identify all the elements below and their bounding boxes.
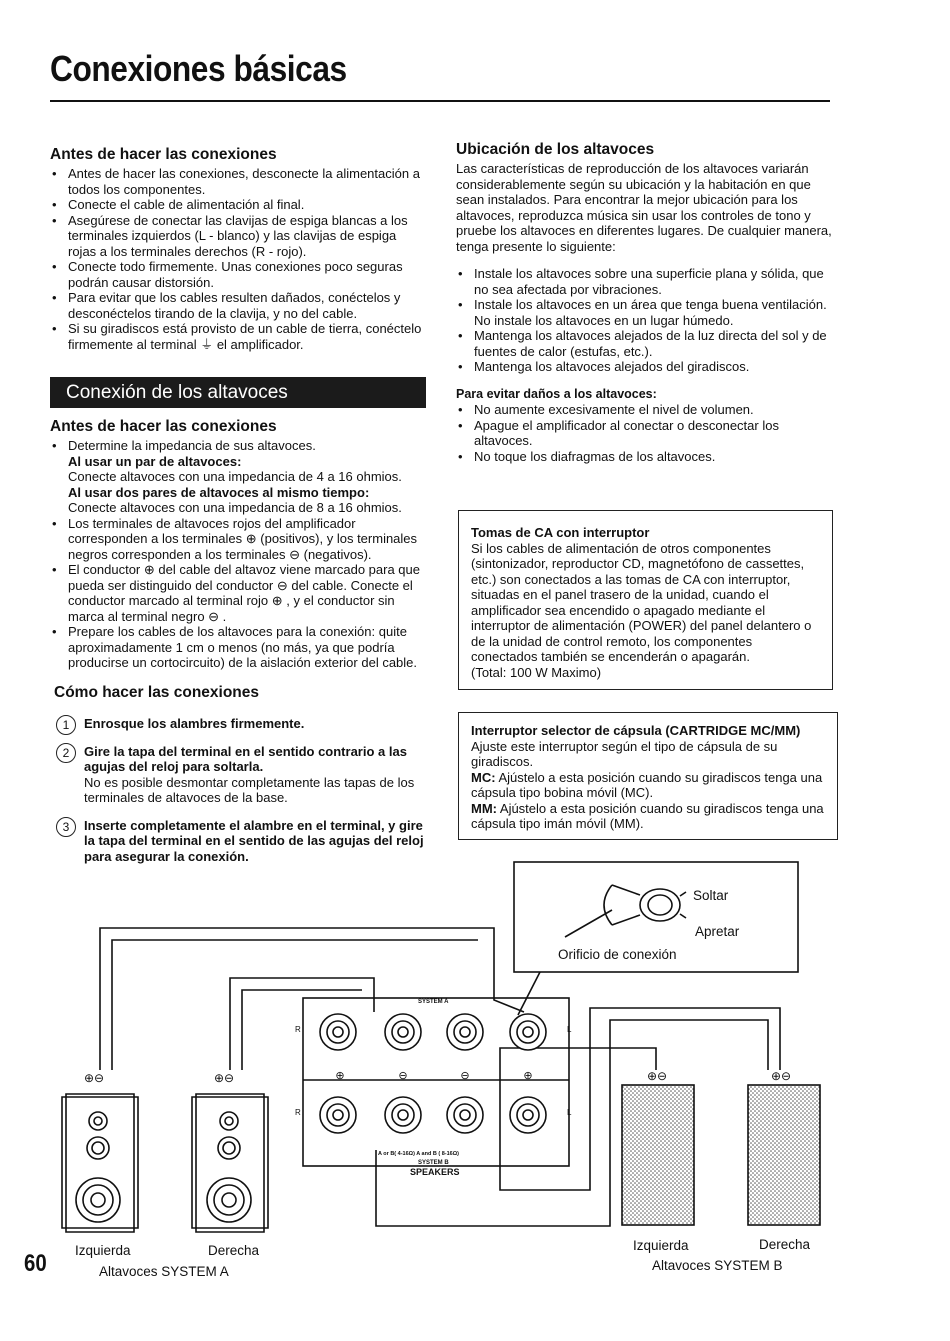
box-total: (Total: 100 W Maximo) [471, 664, 602, 680]
terminals [320, 1014, 546, 1133]
list-item: • Asegúrese de conectar las clavijas de espiga blancas a los terminales izquierdos (L - blanco) y las clavijas de espiga rojas a los terminales derechos (R - rojo). [50, 213, 428, 260]
hole-label: Orificio de conexión [558, 947, 677, 962]
speaker-polarity-marks [84, 1069, 791, 1085]
section-banner: Conexión de los altavoces [50, 377, 426, 408]
section-heading: Ubicación de los altavoces [456, 141, 655, 158]
list-item: • Mantenga los altavoces alejados del giradiscos. [456, 359, 834, 375]
svg-text:⊕⊖: ⊕⊖ [83, 1071, 105, 1085]
step-text: No es posible desmontar completamente las tapas de los terminales de altavoces de la base. [84, 774, 415, 805]
mm-text: Ajústelo a esta posición cuando su giradiscos tenga una cápsula tipo imán móvil (MM). [471, 800, 824, 831]
box-text: Si los cables de alimentación de otros componentes (sintonizador, reproductor CD, magnetófono de cassettes, etc.) son conectados a las tomas de CA con interruptor, situadas en el panel trasero de la unidad, cuando el amplificador sea encendido o apagado mediante el interruptor de alimentación (POWER) del panel delantero o de la unidad de control remoto, los componentes conectados también se encenderán o apagarán. [471, 540, 812, 664]
speaker-a-right-label: Derecha [208, 1243, 260, 1258]
terminal-knob-illustration [604, 885, 686, 925]
panel-l-top: L [567, 1025, 572, 1034]
speaker-a-right [192, 1094, 268, 1232]
damage-heading: Para evitar daños a los altavoces: [456, 386, 657, 401]
placement-intro: Las características de reproducción de los altavoces variarán considerablemente según su ubicación y la habitación en que sean instalados. Para encontrar la mejor ubicación para los altavoces, reproduzca música sin usar los controles de tono y pruebe los altavoces en diferentes lugares. De cualquier manera, tenga presente lo siguiente: [456, 161, 832, 254]
speaker-b-left-label: Izquierda [633, 1238, 689, 1253]
box-heading: Interruptor selector de cápsula (CARTRIDGE MC/MM) [471, 723, 801, 738]
tighten-label: Apretar [695, 924, 740, 939]
mm-label: MM: [471, 800, 497, 816]
speakers-label: SPEAKERS [410, 1167, 460, 1177]
list-item: • Prepare los cables de los altavoces para la conexión: quite aproximadamente 1 cm o menos (no más, ya que podría producirse un cortocircuito) de la aislación exterior del cable. [50, 624, 428, 671]
svg-text:⊕: ⊕ [523, 1070, 533, 1082]
svg-text:⊕⊖: ⊕⊖ [646, 1069, 668, 1083]
panel-l-bottom: L [567, 1108, 572, 1117]
list-item: • El conductor ⊕ del cable del altavoz viene marcado para que pueda ser distinguido del conductor ⊖ del cable. Conecte el conductor marcado al terminal rojo ⊕ , y el conductor sin marca al terminal negro ⊖ . [50, 562, 428, 624]
list-item: • Conecte el cable de alimentación al final. [50, 197, 428, 213]
step-title: Inserte completamente el alambre en el terminal, y gire la tapa del terminal en el sentido de las agujas del reloj para asegurar la conexión. [84, 817, 424, 864]
list-item-text: Determine la impedancia de sus altavoces. [68, 438, 316, 453]
list-item: • No aumente excesivamente el nivel de volumen. [456, 402, 834, 418]
panel-r-bottom: R [295, 1108, 301, 1117]
step-number: 1 [56, 715, 76, 735]
list-item: • Para evitar que los cables resulten dañados, conéctelos y desconéctelos tirando de la clavija, y no del cable. [50, 290, 428, 321]
system-a-label: SYSTEM A [418, 999, 449, 1005]
mc-label: MC: [471, 769, 496, 785]
system-b-label: SYSTEM B [418, 1160, 449, 1166]
speaker-b-left [622, 1085, 694, 1225]
list-item: • Si su giradiscos está provisto de un cable de tierra, conéctelo firmemente al terminal ⏚ el amplificador. [50, 321, 428, 352]
svg-text:⊕⊖: ⊕⊖ [213, 1071, 235, 1085]
box-heading: Tomas de CA con interruptor [471, 525, 650, 540]
list-item: • Apague el amplificador al conectar o desconectar los altavoces. [456, 418, 834, 449]
loosen-label: Soltar [693, 888, 729, 903]
system-b-caption: Altavoces SYSTEM B [652, 1258, 783, 1273]
pair-heading: Al usar un par de altavoces: [68, 453, 242, 469]
svg-text:⊖: ⊖ [460, 1070, 470, 1082]
list-item: • No toque los diafragmas de los altavoces. [456, 449, 834, 465]
speaker-b-right-label: Derecha [759, 1237, 811, 1252]
list-item: • Instale los altavoces en un área que tenga buena ventilación. No instale los altavoces en un lugar húmedo. [456, 297, 834, 328]
speaker-b-right [748, 1085, 820, 1225]
impedance-label: A or B( 4-16Ω) A and B ( 8-16Ω) [378, 1151, 459, 1157]
section-heading: Cómo hacer las conexiones [54, 684, 260, 701]
list-item: • Instale los altavoces sobre una superficie plana y sólida, que no sea afectada por vibraciones. [456, 266, 834, 297]
step-title: Gire la tapa del terminal en el sentido contrario a las agujas del reloj para soltarla. [84, 743, 407, 774]
page-number: 60 [24, 1250, 47, 1277]
step-number: 3 [56, 817, 76, 837]
two-pairs-text: Conecte altavoces con una impedancia de 8 a 16 ohmios. [68, 500, 402, 515]
svg-text:⊕: ⊕ [335, 1070, 345, 1082]
svg-text:⊕⊖: ⊕⊖ [770, 1069, 792, 1083]
panel-r-top: R [295, 1025, 301, 1034]
list-item: • Mantenga los altavoces alejados de la luz directa del sol y de fuentes de calor (estufas, etc.). [456, 328, 834, 359]
step-number: 2 [56, 743, 76, 763]
speaker-a-left [62, 1094, 138, 1232]
mc-text: Ajústelo a esta posición cuando su giradiscos tenga una cápsula tipo bobina móvil (MC). [471, 769, 823, 800]
pair-text: Conecte altavoces con una impedancia de 4 a 16 ohmios. [68, 469, 402, 484]
section-heading: Antes de hacer las conexiones [50, 418, 277, 435]
speaker-a-left-label: Izquierda [75, 1243, 131, 1258]
step-title: Enrosque los alambres firmemente. [84, 716, 305, 731]
system-a-caption: Altavoces SYSTEM A [99, 1264, 229, 1279]
svg-text:⊖: ⊖ [398, 1070, 408, 1082]
list-item: • Los terminales de altavoces rojos del amplificador corresponden a los terminales ⊕ (positivos), y los terminales negros corresponden a los terminales ⊖ (negativos). [50, 516, 428, 563]
page-title: Conexiones básicas [50, 48, 347, 89]
list-item: • Antes de hacer las conexiones, desconecte la alimentación a todos los componentes. [50, 166, 428, 197]
two-pairs-heading: Al usar dos pares de altavoces al mismo tiempo: [68, 484, 370, 500]
list-item: • Conecte todo firmemente. Unas conexiones poco seguras podrán causar distorsión. [50, 259, 428, 290]
box-text: Ajuste este interruptor según el tipo de cápsula de su giradiscos. [471, 738, 778, 769]
section-heading: Antes de hacer las conexiones [50, 146, 277, 163]
